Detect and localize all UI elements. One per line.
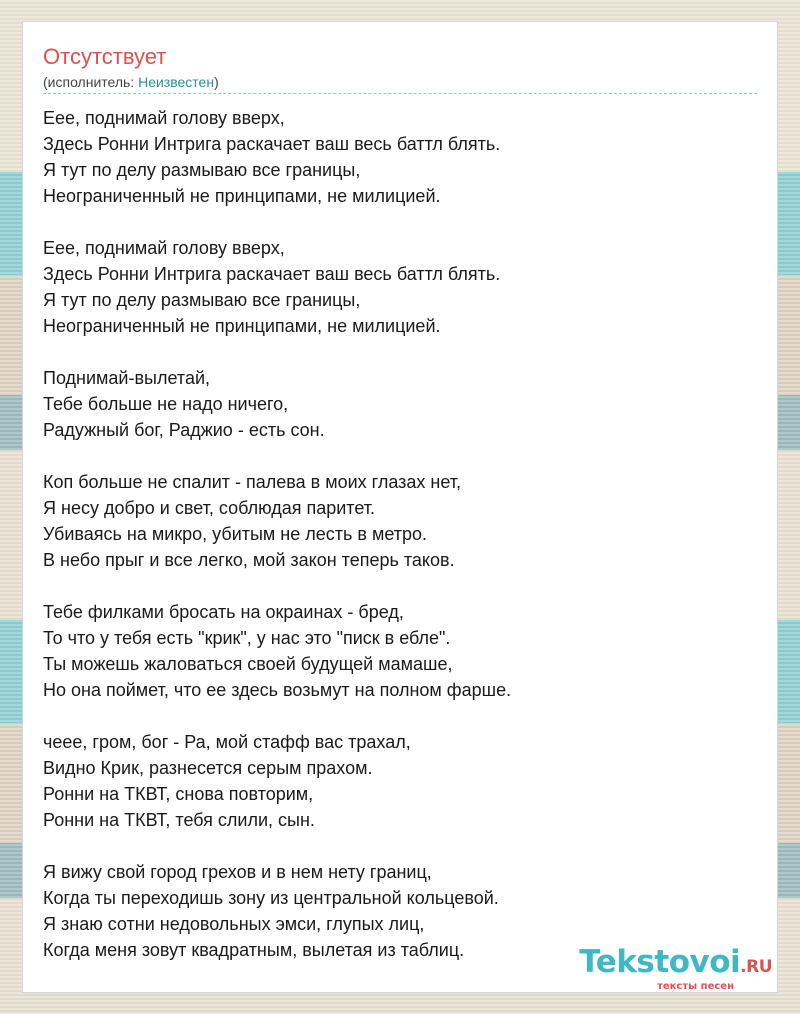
- stanza: [43, 235, 759, 339]
- lyric-line: Я вижу свой город грехов и в нем нету границ,: [43, 862, 432, 882]
- logo-main-text: Tekstovoi: [579, 944, 741, 980]
- lyric-line: Я тут по делу размываю все границы,: [43, 290, 361, 310]
- lyric-line: Но она поймет, что ее здесь возьмут на полном фарше.: [43, 680, 512, 700]
- stanza: [43, 599, 759, 703]
- lyrics-body: [43, 105, 759, 989]
- lyric-line: Тебе больше не надо ничего,: [43, 394, 289, 414]
- artist-link[interactable]: Неизвестен: [138, 74, 215, 90]
- lyric-line: Здесь Ронни Интрига раскачает ваш весь баттл блять.: [43, 134, 501, 154]
- lyric-line: Коп больше не спалит - палева в моих глазах нет,: [43, 472, 462, 492]
- lyric-line: Когда ты переходишь зону из центральной кольцевой.: [43, 888, 499, 908]
- divider: [43, 93, 757, 94]
- lyric-line: Неограниченный не принципами, не милицией.: [43, 186, 441, 206]
- stanza: [43, 365, 759, 443]
- stanza: [43, 729, 759, 833]
- song-title: Отсутствует: [43, 44, 167, 69]
- tekstovoi-logo[interactable]: [579, 946, 772, 992]
- lyric-line: чеее, гром, бог - Ра, мой стафф вас трахал,: [43, 732, 411, 752]
- lyric-line: Ронни на ТКВТ, тебя слили, сын.: [43, 810, 315, 830]
- logo-tld: .RU: [740, 957, 772, 977]
- lyric-line: Я тут по делу размываю все границы,: [43, 160, 361, 180]
- logo-wordmark: [579, 946, 772, 983]
- artist-line: [43, 74, 219, 90]
- lyric-line: Убиваясь на микро, убитым не лесть в метро.: [43, 524, 428, 544]
- lyric-line: Еее, поднимай голову вверх,: [43, 108, 285, 128]
- logo-tagline: тексты песен: [657, 981, 734, 992]
- lyric-line: Радужный бог, Раджио - есть сон.: [43, 420, 325, 440]
- lyric-line: Видно Крик, разнесется серым прахом.: [43, 758, 373, 778]
- lyric-line: Я знаю сотни недовольных эмси, глупых лиц,: [43, 914, 425, 934]
- lyric-line: Еее, поднимай голову вверх,: [43, 238, 285, 258]
- artist-prefix: (исполнитель:: [43, 74, 139, 90]
- lyrics-card: [22, 21, 778, 993]
- lyric-line: Поднимай-вылетай,: [43, 368, 211, 388]
- lyric-line: Я несу добро и свет, соблюдая паритет.: [43, 498, 375, 518]
- lyric-line: Тебе филками бросать на окраинах - бред,: [43, 602, 404, 622]
- lyric-line: Когда меня зовут квадратным, вылетая из таблиц.: [43, 940, 465, 960]
- lyric-line: Здесь Ронни Интрига раскачает ваш весь баттл блять.: [43, 264, 501, 284]
- lyric-line: Ты можешь жаловаться своей будущей мамаше,: [43, 654, 453, 674]
- stanza: [43, 469, 759, 573]
- lyric-line: Неограниченный не принципами, не милицией.: [43, 316, 441, 336]
- lyric-line: То что у тебя есть "крик", у нас это "писк в ебле".: [43, 628, 451, 648]
- stanza: [43, 105, 759, 209]
- lyric-line: Ронни на ТКВТ, снова повторим,: [43, 784, 314, 804]
- artist-suffix: ): [214, 74, 219, 90]
- lyric-line: В небо прыг и все легко, мой закон теперь таков.: [43, 550, 455, 570]
